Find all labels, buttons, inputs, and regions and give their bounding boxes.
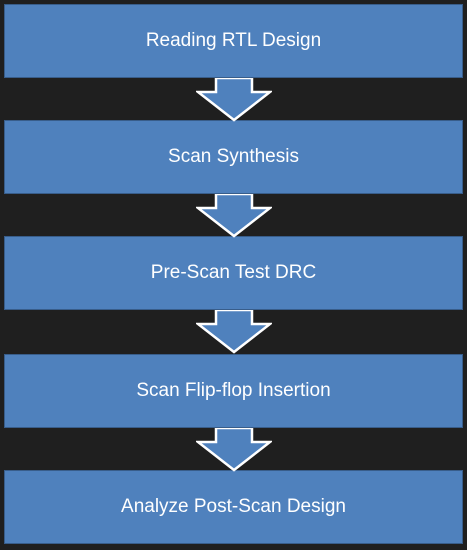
step-label: Reading RTL Design (145, 30, 322, 51)
step-analyze-post-scan-design (4, 470, 463, 544)
step-reading-rtl-design (4, 4, 463, 78)
step-label: Analyze Post-Scan Design (121, 496, 346, 517)
step-label: Pre-Scan Test DRC (150, 262, 317, 283)
step-scan-synthesis (4, 120, 463, 194)
step-pre-scan-test-drc (4, 236, 463, 310)
down-arrow-icon (196, 310, 272, 354)
step-label: Scan Synthesis (168, 146, 299, 167)
step-label: Scan Flip-flop Insertion (136, 380, 331, 401)
down-arrow-icon (196, 78, 272, 122)
step-scan-flip-flop-insertion (4, 354, 463, 428)
down-arrow-icon (196, 428, 272, 472)
down-arrow-icon (196, 194, 272, 238)
